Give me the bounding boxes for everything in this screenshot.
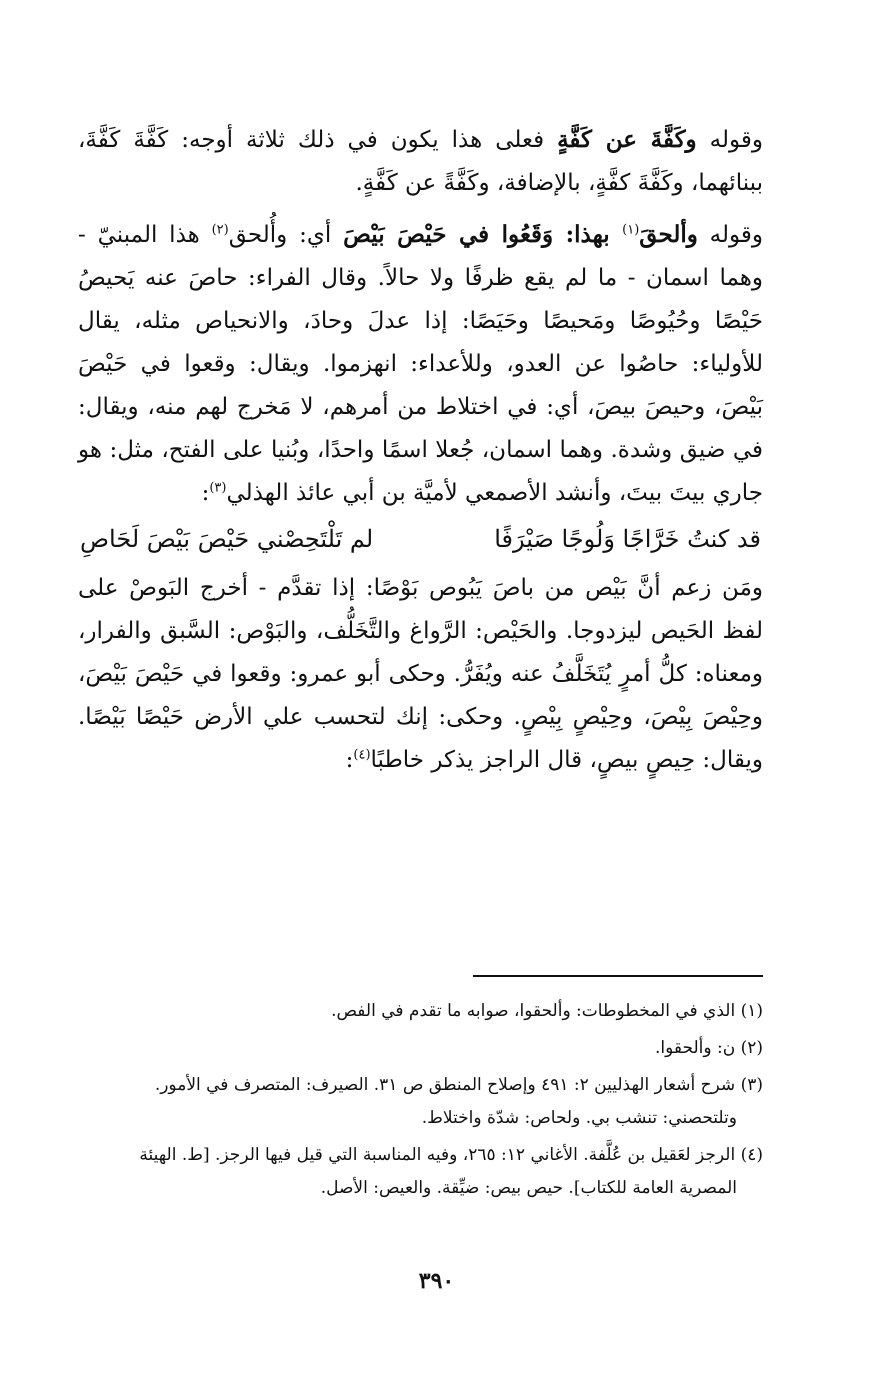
page-number: ٣٩٠ bbox=[418, 1268, 455, 1294]
footnote-4: (٤) الرجز لعَقيل بن عُلَّفة. الأغاني ١٢: ٢٦٥، وفيه المناسبة التي قيل فيها الرجز. [ط. الهيئة المصرية العامة للكتاب]. حيص بيص: ضيِّقة. والعيص: الأصل. bbox=[139, 1145, 763, 1198]
footnote-3: (٣) شرح أشعار الهذليين ٢: ٤٩١ وإصلاح المنطق ص ٣١. الصيرف: المتصرف في الأمور. وتلتحصني: تنشب بي. ولحاص: شدّة واختلاط. bbox=[154, 1075, 763, 1128]
poetry-verse bbox=[78, 525, 763, 553]
bold-phrase: وَقَعُوا في حَيْصَ بَيْصَ bbox=[343, 221, 554, 248]
footnote-divider bbox=[473, 975, 763, 977]
footnote-ref[interactable]: (١) bbox=[622, 222, 640, 238]
footnote-ref[interactable]: (٣) bbox=[209, 480, 227, 496]
footnote-ref[interactable]: (٢) bbox=[211, 222, 229, 238]
verse-hemistich-right: قد كنتُ خَرَّاجًا وَلُوجًا صَيْرَفًا bbox=[494, 525, 761, 553]
paragraph-1: وقوله وكَفَّةَ عن كَفَّةٍ فعلى هذا يكون في ذلك ثلاثة أوجه: كَفَّةَ كَفَّةَ، ببنائهما، وكَفَّةَ كفَّةٍ، بالإضافة، وكَفَّةً عن كَفَّةٍ. bbox=[78, 126, 763, 196]
bold-phrase: وكَفَّةَ عن كَفَّةٍ bbox=[557, 126, 697, 153]
paragraph-2: وقوله وألحقَ$^{(١)}$ بهذا: وَقَعُوا في حَيْصَ بَيْصَ أي: وأُلحق$^{(٢)}$ هذا المبنيّ - وهما اسمان - ما لم يقع ظرفًا ولا حالاً. وقال الفراء: حاصَ عنه يَحيصُ حَيْصًا وحُيُوصًا ومَحيصًا وحَيَصًا: إذا عدلَ وحادَ، والانحياص مثله، يقال للأولياء: حاصُوا عن العدو، وللأعداء: انهزموا. ويقال: وقعوا في حَيْصَ بَيْصَ، وحيصَ بيصَ، أي: في اختلاط من أمرهم، لا مَخرج لهم منه، ويقال: في ضيق وشدة. وهما اسمان، جُعلا اسمًا واحدًا، وبُنيا على الفتح، مثل: هو جاري بيتَ بيتَ، وأنشد الأصمعي لأميَّة بن أبي عائذ الهذلي$^{(٣)}$: bbox=[78, 221, 763, 506]
footnotes bbox=[78, 995, 763, 1209]
paragraph-3: ومَن زعم أنَّ بَيْص من باصَ يَبُوص بَوْصًا: إذا تقدَّم - أخرج البَوصْ على لفظ الحَيص ليزدوجا. والحَيْص: الرَّواغ والتَّخَلُّف، والبَوْص: السَّبق والفرار، ومعناه: كلُّ أمرٍ يُتَخَلَّفُ عنه ويُفَرُّ. وحكى أبو عمرو: وقعوا في حَيْصَ بَيْصَ، وحِيْصَ بِيْصَ، وحِيْصٍ بِيْصٍ. وحكى: إنك لتحسب علي الأرض حَيْصًا بَيْصًا. ويقال: حِيصٍ بيصٍ، قال الراجز يذكر خاطبًا$^{(٤)}$: bbox=[78, 575, 763, 773]
footnote-1: (١) الذي في المخطوطات: وألحقوا، صوابه ما تقدم في الفص. bbox=[331, 1001, 763, 1021]
verse-hemistich-left: لم تَلْتَحِصْني حَيْصَ بَيْصَ لَحَاصِ bbox=[80, 525, 374, 553]
footnote-2: (٢) ن: وألحقوا. bbox=[654, 1038, 763, 1058]
bold-phrase: وألحقَ bbox=[639, 221, 698, 248]
footnote-ref[interactable]: (٤) bbox=[353, 747, 371, 763]
main-text bbox=[78, 118, 763, 782]
